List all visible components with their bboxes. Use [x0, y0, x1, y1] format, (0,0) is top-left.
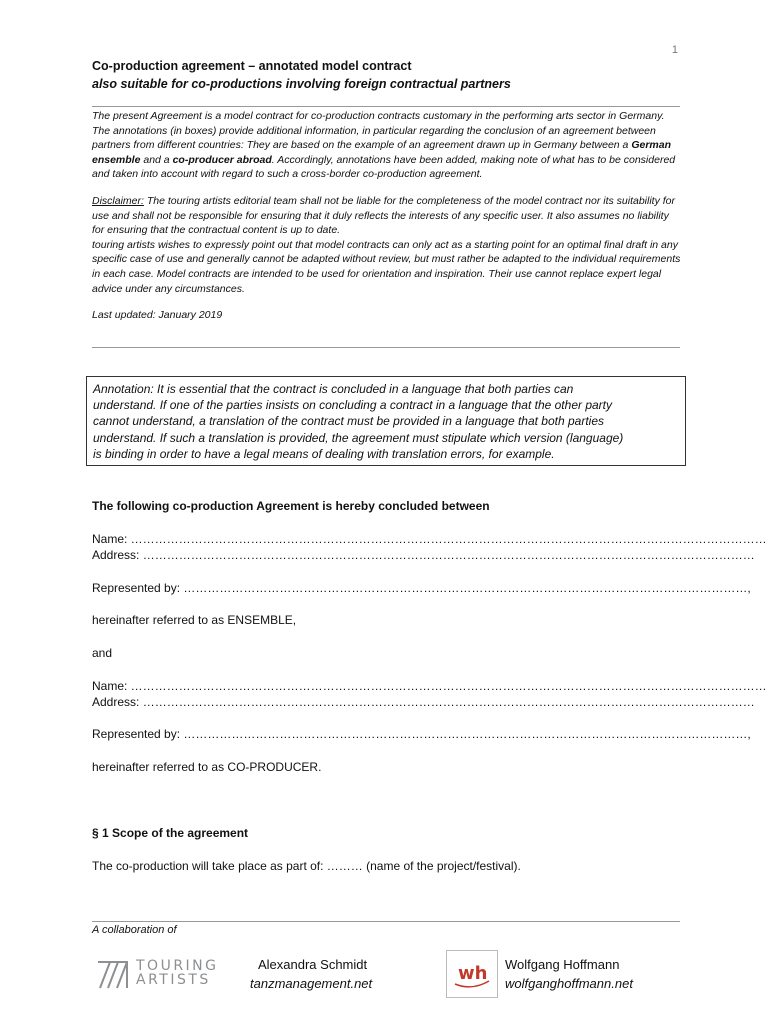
section1-text: The co-production will take place as part of: ……… (name of the project/festival).	[92, 859, 521, 873]
annotation-line: understand. If such a translation is provided, the agreement must stipulate which version (language)	[93, 430, 624, 445]
disclaimer-text: The touring artists editorial team shall not be liable for the completeness of the model contract nor its suitability for use and shall not be responsible for ensuring that it duly reflects the interests of any specific user. It also assumes no liability for ensuring that the contractual content is up to date.	[92, 194, 676, 237]
party2-referred-as: hereinafter referred to as CO-PRODUCER.	[92, 760, 322, 774]
logo-text-line: TOURING	[136, 958, 219, 974]
annotation-line: understand. If one of the parties insists on concluding a contract in a language that the other party	[93, 398, 612, 413]
logo-text-line: ARTISTS	[136, 972, 211, 988]
party1-address-field: Address: ………………………………………………………………………………………………………………………………………	[92, 548, 755, 562]
disclaimer-paragraph	[92, 194, 682, 296]
collaborator-1-website: tanzmanagement.net	[250, 976, 373, 991]
header-divider	[92, 106, 680, 107]
party1-represented-field: Represented by: ……………………………………………………………………………………………………………………………,	[92, 581, 751, 595]
intro-paragraph	[92, 109, 682, 182]
intro-text: The present Agreement is a model contract for co-production contracts customary in the performing arts sector in Germany. The annotations (in boxes) provide additional information, in particular regarding the conclusion of an agreement between partners from different countries: They are based on the example of an agreement drawn up in Germany between a	[92, 110, 665, 152]
section1-heading: § 1 Scope of the agreement	[92, 826, 249, 840]
party2-represented-field: Represented by: ……………………………………………………………………………………………………………………………,	[92, 727, 751, 741]
collaboration-label: A collaboration of	[92, 924, 177, 936]
party1-referred-as: hereinafter referred to as ENSEMBLE,	[92, 613, 297, 627]
collaborator-1-name: Alexandra Schmidt	[258, 957, 368, 972]
intro-text: and a	[140, 153, 173, 166]
party2-address-field: Address: ………………………………………………………………………………………………………………………………………	[92, 695, 755, 709]
page-number: 1	[671, 44, 678, 56]
collaborator-2-website: wolfganghoffmann.net	[505, 976, 633, 991]
disclaimer-label: Disclaimer:	[92, 194, 144, 207]
intro-block	[92, 109, 682, 323]
annotation-line: cannot understand, a translation of the contract must be provided in a language that both parties	[93, 414, 605, 429]
agreement-heading: The following co-production Agreement is hereby concluded between	[92, 499, 490, 513]
document-title: Co-production agreement – annotated model contract	[92, 59, 412, 73]
wh-logo-letters: wh	[458, 963, 488, 984]
intro-divider	[92, 347, 680, 348]
footer-divider	[92, 921, 680, 922]
annotation-line: is binding in order to have a legal means of dealing with translation errors, for example.	[93, 446, 555, 461]
annotation-line: Annotation: It is essential that the contract is concluded in a language that both parties can	[93, 382, 574, 396]
intro-emphasis-co-producer-abroad: co-producer abroad	[172, 153, 272, 166]
wolfgang-hoffmann-logo	[446, 950, 498, 998]
wh-logo-icon	[447, 951, 497, 997]
intro-text: . Accordingly, annotations have been added, making note of what has to be considered and taken into account with regard to such a cross-border co-production agreement.	[92, 153, 676, 181]
collaborator-2-name: Wolfgang Hoffmann	[505, 957, 620, 972]
annotation-box	[86, 376, 686, 466]
touring-artists-logo-mark-icon	[96, 956, 134, 992]
touring-artists-logo	[96, 956, 219, 992]
disclaimer-continued-text: touring artists wishes to expressly point out that model contracts can only act as a starting point for an optimal final draft in any specific case of use and generally cannot be adapted without review, but must rather be adapted to the individual requirements in each case. Model contracts are intended to be used for orientation and inspiration. Their use cannot replace expert legal advice under any circumstances.	[92, 238, 681, 295]
last-updated: Last updated: January 2019	[92, 309, 223, 322]
and-connector: and	[92, 646, 113, 660]
touring-artists-logo-text	[136, 959, 219, 987]
document-subtitle: also suitable for co-productions involving foreign contractual partners	[92, 77, 511, 91]
intro-emphasis-german-ensemble: German ensemble	[92, 139, 671, 166]
party1-name-field: Name: ……………………………………………………………………………………………………………………………………………	[92, 532, 767, 546]
party2-name-field: Name: ……………………………………………………………………………………………………………………………………………	[92, 679, 767, 693]
